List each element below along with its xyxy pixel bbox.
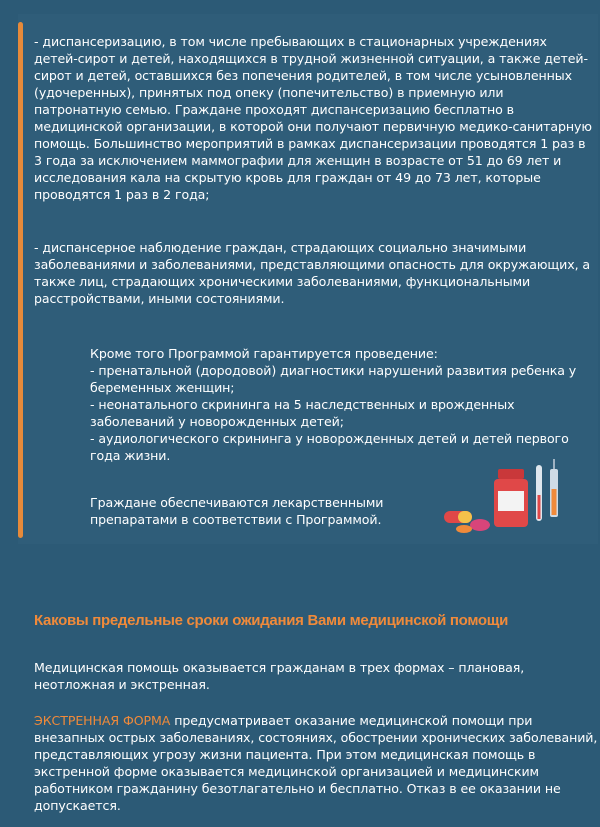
accent-line — [18, 22, 23, 538]
guarantees-block — [90, 345, 595, 464]
care-forms-paragraph: Медицинская помощь оказывается гражданам в трех формах – плановая, неотложная и экстренная. — [34, 660, 525, 692]
guarantee-item-audiological: - аудиологического скрининга у новорожденных детей и детей первого года жизни. — [90, 431, 569, 463]
dispanserization-paragraph: - диспансеризацию, в том числе пребывающих в стационарных учреждениях детей-сирот и детей, находящихся в трудной жизненной ситуации, а также детей-сирот и детей, оставшихся без попечения родителей, в том числе усыновленных (удочеренных), принятых под опеку (попечительство) в приемную или патронатную семью. Граждане проходят диспансеризацию бесплатно в медицинской организации, в которой они получают первичную медико-санитарную помощь. Большинство мероприятий в рамках диспансеризации проводятся 1 раз в 3 года за исключением маммографии для женщин в возрасте от 51 до 69 лет и исследования кала на скрытую кровь для граждан от 49 до 73 лет, которые проводятся 1 раз в 2 года; — [34, 34, 592, 202]
medicines-illustration-icon — [440, 455, 570, 535]
observation-paragraph: - диспансерное наблюдение граждан, страдающих социально значимыми заболеваниями и заболеваниями, представляющими опасность для окружающих, а также лиц, страдающих хроническими заболеваниями, функциональными расстройствами, иными состояниями. — [34, 240, 591, 306]
guarantee-item-prenatal: - пренатальной (дородовой) диагностики нарушений развития ребенка у беременных женщин; — [90, 363, 577, 395]
emergency-form-paragraph — [34, 712, 600, 814]
emergency-form-text: предусматривает оказание медицинской помощи при внезапных острых заболеваниях, состояниях, обострении хронических заболеваний, представляющих угрозу жизни пациента. При этом медицинская помощь в экстренной форме оказывается медицинской организацией и медицинским работником гражданину безотлагательно и бесплатно. Отказ в ее оказании не допускается. — [34, 713, 598, 813]
waiting-times-heading: Каковы предельные сроки ожидания Вами медицинской помощи — [34, 612, 509, 629]
emergency-form-label: ЭКСТРЕННАЯ ФОРМА — [34, 713, 171, 728]
guarantee-item-neonatal: - неонатального скрининга на 5 наследственных и врожденных заболеваний у новорожденных детей; — [90, 397, 515, 429]
guarantees-intro: Кроме того Программой гарантируется проведение: — [90, 346, 438, 361]
medicines-paragraph: Граждане обеспечиваются лекарственными препаратами в соответствии с Программой. — [90, 495, 384, 527]
